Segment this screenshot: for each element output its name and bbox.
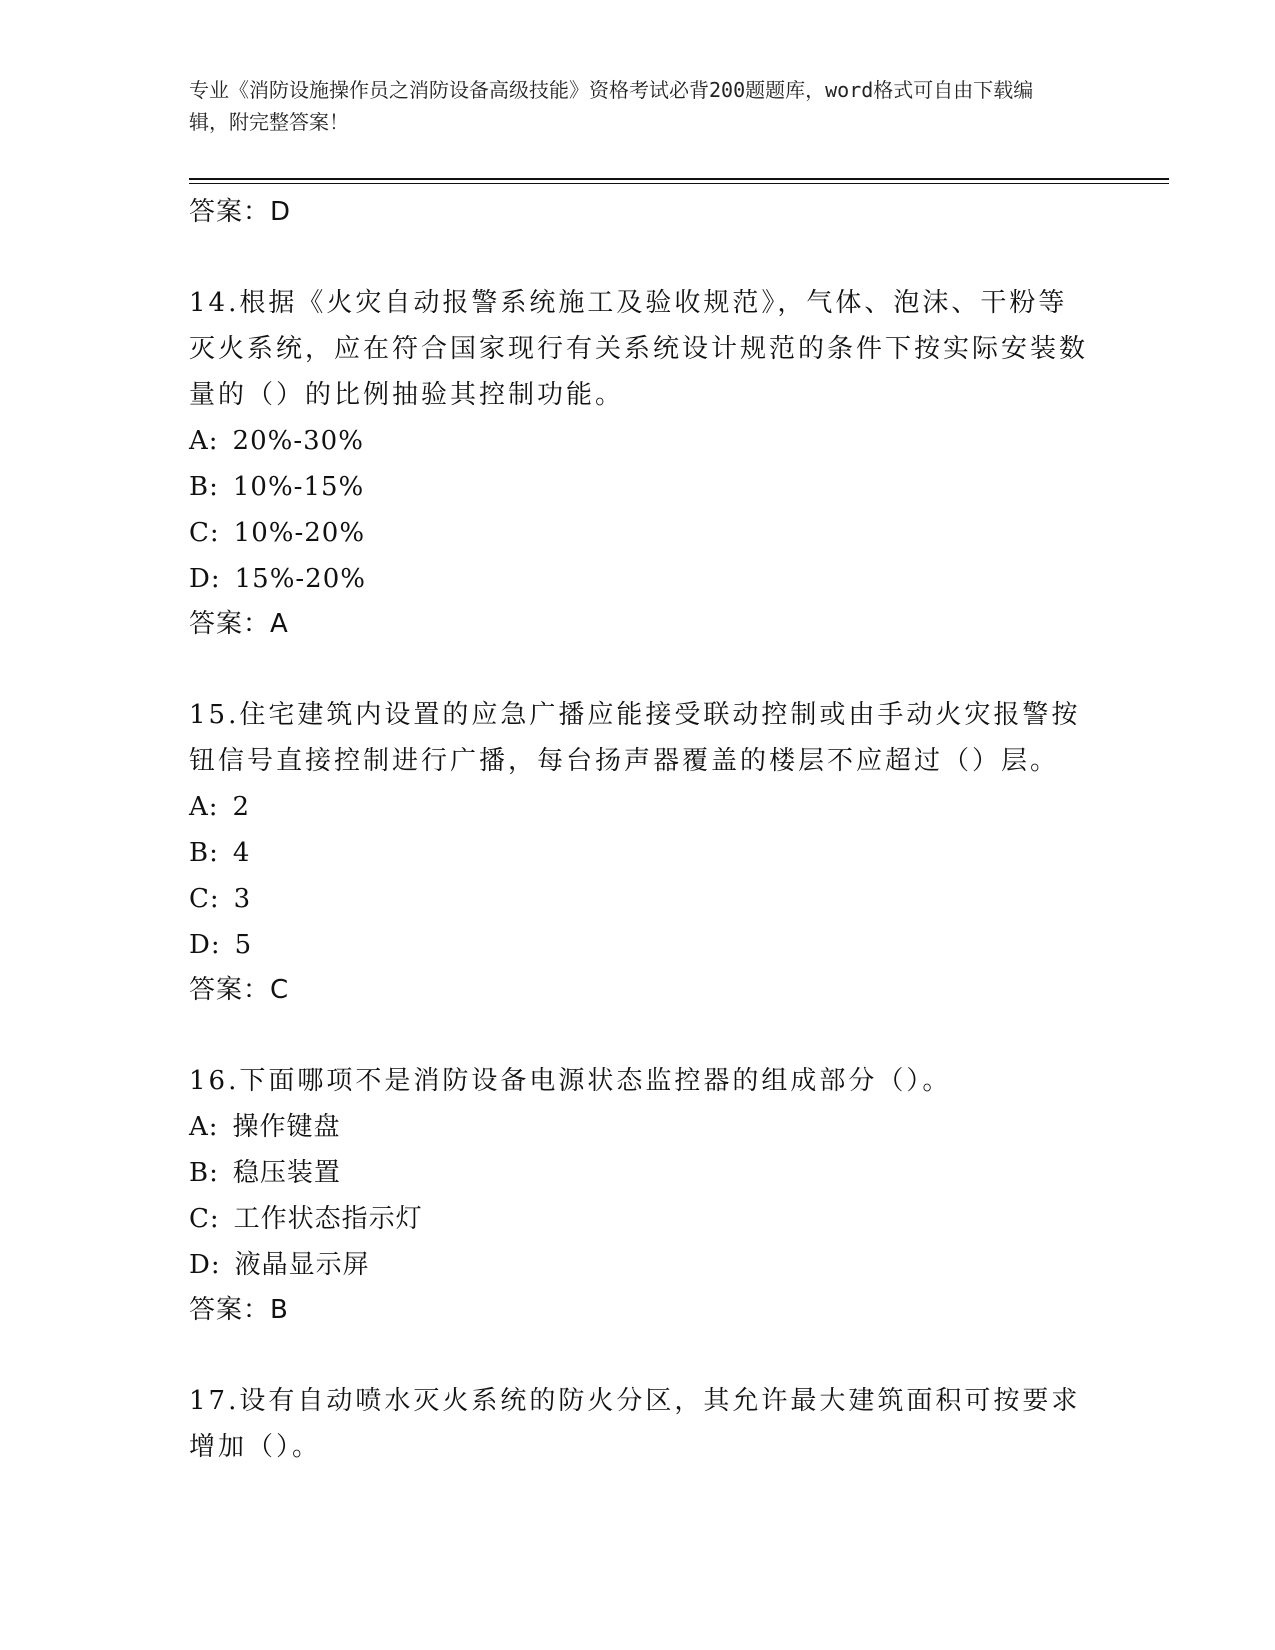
option-value: 4 [232,838,251,868]
option-key: C: [189,884,220,914]
document-header: 专业《消防设施操作员之消防设备高级技能》资格考试必背200题题库，word格式可自由下载编辑，附完整答案！ [189,78,1034,134]
option-value: 5 [234,930,253,960]
option-key: D: [189,564,221,594]
option-value: 液晶显示屏 [234,1250,370,1280]
header-rule-thin [189,183,1169,184]
answer-14: 答案：A [189,609,289,639]
question-14-option-c [189,510,1089,556]
question-list [189,190,1089,1470]
option-key: C: [189,518,220,548]
question-14-stem: 14.根据《火灾自动报警系统施工及验收规范》，气体、泡沫、干粉等灭火系统，应在符合国家现行有关系统设计规范的条件下按实际安装数量的（）的比例抽验其控制功能。 [189,288,1089,410]
question-16-option-a [189,1104,1089,1150]
question-17-stem: 17.设有自动喷水灭火系统的防火分区，其允许最大建筑面积可按要求增加（）。 [189,1386,1081,1462]
option-key: A: [189,426,219,456]
option-value: 10%-15% [232,472,365,502]
option-value: 工作状态指示灯 [233,1204,423,1234]
question-16-option-d [189,1242,1089,1288]
question-15-option-d [189,922,1089,968]
question-14-option-d [189,556,1089,602]
header-rule [189,178,1169,180]
option-key: C: [189,1204,220,1234]
answer-13: 答案：D [189,197,292,227]
option-key: A: [189,792,219,822]
option-value: 操作键盘 [232,1112,341,1142]
option-value: 2 [232,792,251,822]
option-value: 3 [233,884,252,914]
question-15-option-b [189,830,1089,876]
question-14-option-a [189,418,1089,464]
option-value: 10%-20% [233,518,366,548]
option-key: B: [189,1158,219,1188]
question-14-option-b [189,464,1089,510]
option-value: 15%-20% [234,564,366,594]
option-value: 稳压装置 [232,1158,341,1188]
question-15-option-a [189,784,1089,830]
option-value: 20%-30% [232,426,364,456]
option-key: A: [189,1112,219,1142]
question-15-option-c [189,876,1089,922]
question-15-stem: 15.住宅建筑内设置的应急广播应能接受联动控制或由手动火灾报警按钮信号直接控制进行广播，每台扬声器覆盖的楼层不应超过（）层。 [189,700,1081,776]
question-16-option-c [189,1196,1089,1242]
option-key: D: [189,930,221,960]
option-key: B: [189,472,219,502]
option-key: B: [189,838,219,868]
question-16-option-b [189,1150,1089,1196]
answer-15: 答案：C [189,975,290,1005]
question-16-stem: 16.下面哪项不是消防设备电源状态监控器的组成部分（）。 [189,1066,952,1096]
answer-16: 答案：B [189,1295,289,1325]
option-key: D: [189,1250,221,1280]
